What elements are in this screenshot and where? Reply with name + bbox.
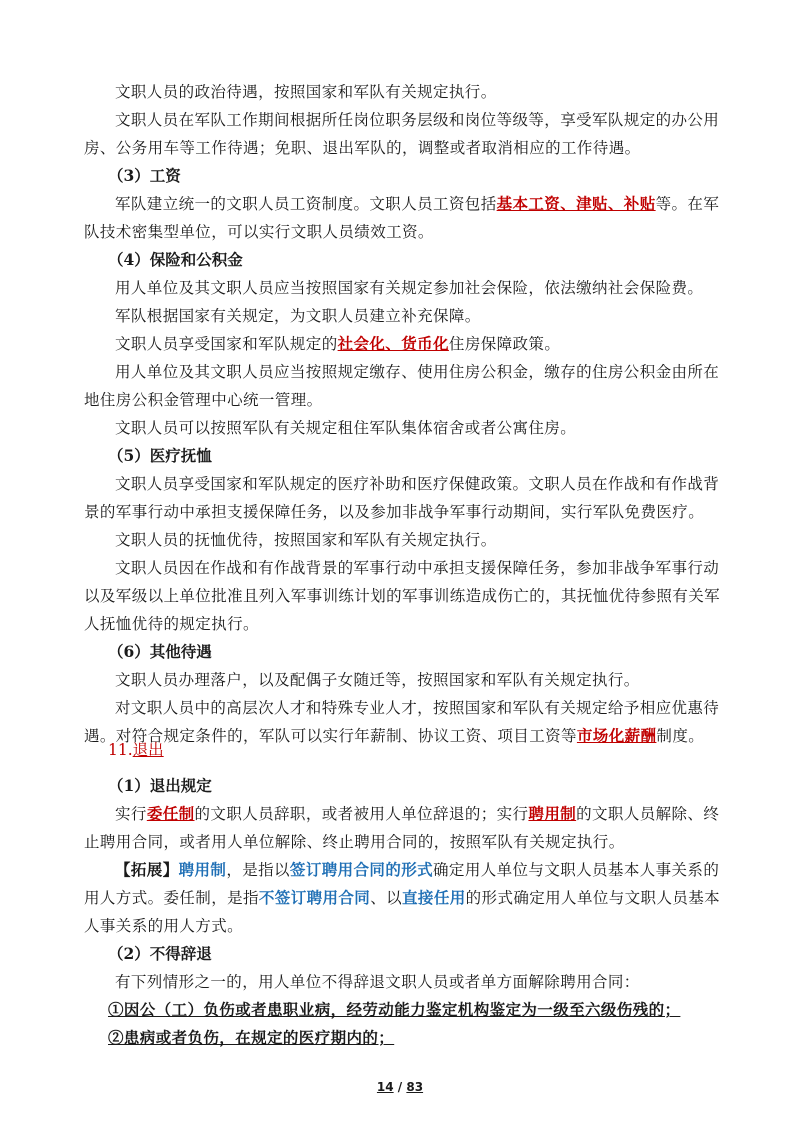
oth2-highlight: 市场化薪酬 [576, 726, 657, 745]
ext-text-3: 、以 [370, 889, 403, 907]
page-current: 14 [376, 1080, 394, 1094]
paragraph-medical-3: 文职人员因在作战和有作战背景的军事行动中承担支援保障任务，参加非战争军事行动以及军级以上单位批准且列入军事训练计划的军事训练造成伤亡的，其抚恤优待参照有关军人抚恤优待的规定执行。 [84, 559, 721, 633]
ins3-text-a: 文职人员享受国家和军队规定的 [115, 335, 338, 353]
exit-highlight-appointment: 委任制 [146, 804, 195, 823]
section-title-exit [108, 736, 164, 764]
section-number: 11. [108, 741, 133, 759]
paragraph-insurance-5: 文职人员可以按照军队有关规定租住军队集体宿舍或者公寓住房。 [115, 419, 577, 437]
wage-highlight: 基本工资、津贴、补贴 [496, 194, 656, 213]
page-separator: / [393, 1080, 407, 1094]
paragraph-other-1: 文职人员办理落户，以及配偶子女随迁等，按照国家和军队有关规定执行。 [115, 671, 640, 689]
paragraph-work-treatment: 文职人员在军队工作期间根据所任岗位职务层级和岗位等级等，享受军队规定的办公用房、公务用车等工作待遇；免职、退出军队的，调整或者取消相应的工作待遇。 [84, 111, 720, 157]
ins3-highlight: 社会化、货币化 [337, 334, 449, 353]
page-total: 83 [406, 1080, 424, 1094]
oth2-text-b: 制度。 [656, 727, 705, 745]
paragraph-insurance-1: 用人单位及其文职人员应当按照国家有关规定参加社会保险，依法缴纳社会保险费。 [115, 279, 704, 297]
paragraph-insurance-3 [84, 330, 724, 358]
paragraph-insurance-4: 用人单位及其文职人员应当按照规定缴存、使用住房公积金，缴存的住房公积金由所在地住房公积金管理中心统一管理。 [84, 363, 720, 409]
ext-text-1: ，是指以 [226, 861, 290, 879]
exit-text-a: 实行 [115, 805, 147, 823]
heading-medical: （5）医疗抚恤 [108, 446, 212, 465]
paragraph-wage [84, 190, 724, 246]
section-title-text: 退出 [132, 741, 164, 759]
paragraph-medical-1: 文职人员享受国家和军队规定的医疗补助和医疗保健政策。文职人员在作战和有作战背景的军事行动中承担支援保障任务，以及参加非战争军事行动期间，实行军队免费医疗。 [84, 475, 720, 521]
ins3-text-b: 住房保障政策。 [448, 335, 561, 353]
paragraph-extension [84, 856, 724, 940]
heading-other: （6）其他待遇 [108, 642, 212, 661]
exit-text-b: 的文职人员辞职，或者被用人单位辞退的；实行 [194, 805, 529, 823]
page-number [0, 1080, 800, 1094]
paragraph-other-2 [84, 694, 724, 750]
ext-highlight-3: 不签订聘用合同 [258, 888, 371, 907]
heading-insurance: （4）保险和公积金 [108, 250, 243, 269]
wage-text-b: 等。在军队技术密集型单位，可以实行文职人员绩效工资。 [84, 195, 720, 241]
ext-text-2: 确定用人单位与文职人员基本人事关系的用人方式。委任制，是指 [84, 861, 720, 907]
wage-text-a: 军队建立统一的文职人员工资制度。文职人员工资包括 [115, 195, 497, 213]
heading-exit-rules: （1）退出规定 [108, 776, 212, 795]
ext-highlight-1: 聘用制 [178, 860, 227, 879]
ext-text-4: 的形式确定用人单位与文职人员基本人事关系的用人方式。 [84, 889, 721, 935]
no-dismissal-item-1: ①因公（工）负伤或者患职业病，经劳动能力鉴定机构鉴定为一级至六级伤残的； [108, 1000, 681, 1019]
exit-highlight-employment: 聘用制 [528, 804, 577, 823]
heading-wage: （3）工资 [108, 166, 181, 185]
ext-highlight-2: 签订聘用合同的形式 [289, 860, 434, 879]
paragraph-medical-2: 文职人员的抚恤优待，按照国家和军队有关规定执行。 [115, 531, 497, 549]
ext-highlight-4: 直接任用 [402, 888, 466, 907]
no-dismissal-item-2: ②患病或者负伤，在规定的医疗期内的； [108, 1028, 395, 1047]
exit-text-c: 的文职人员解除、终止聘用合同，或者用人单位解除、终止聘用合同的，按照军队有关规定执行。 [84, 805, 720, 851]
extension-tag: 【拓展】 [115, 860, 179, 879]
oth2-text-a: 对文职人员中的高层次人才和特殊专业人才，按照国家和军队有关规定给予相应优惠待遇。对符合规定条件的，军队可以实行年薪制、协议工资、项目工资等 [84, 699, 720, 745]
paragraph-exit-rules [84, 800, 724, 856]
paragraph-insurance-2: 军队根据国家有关规定，为文职人员建立补充保障。 [115, 307, 481, 325]
heading-no-dismissal: （2）不得辞退 [108, 944, 212, 963]
paragraph-political: 文职人员的政治待遇，按照国家和军队有关规定执行。 [115, 83, 497, 101]
paragraph-no-dismissal-intro: 有下列情形之一的，用人单位不得辞退文职人员或者单方面解除聘用合同： [115, 973, 640, 991]
